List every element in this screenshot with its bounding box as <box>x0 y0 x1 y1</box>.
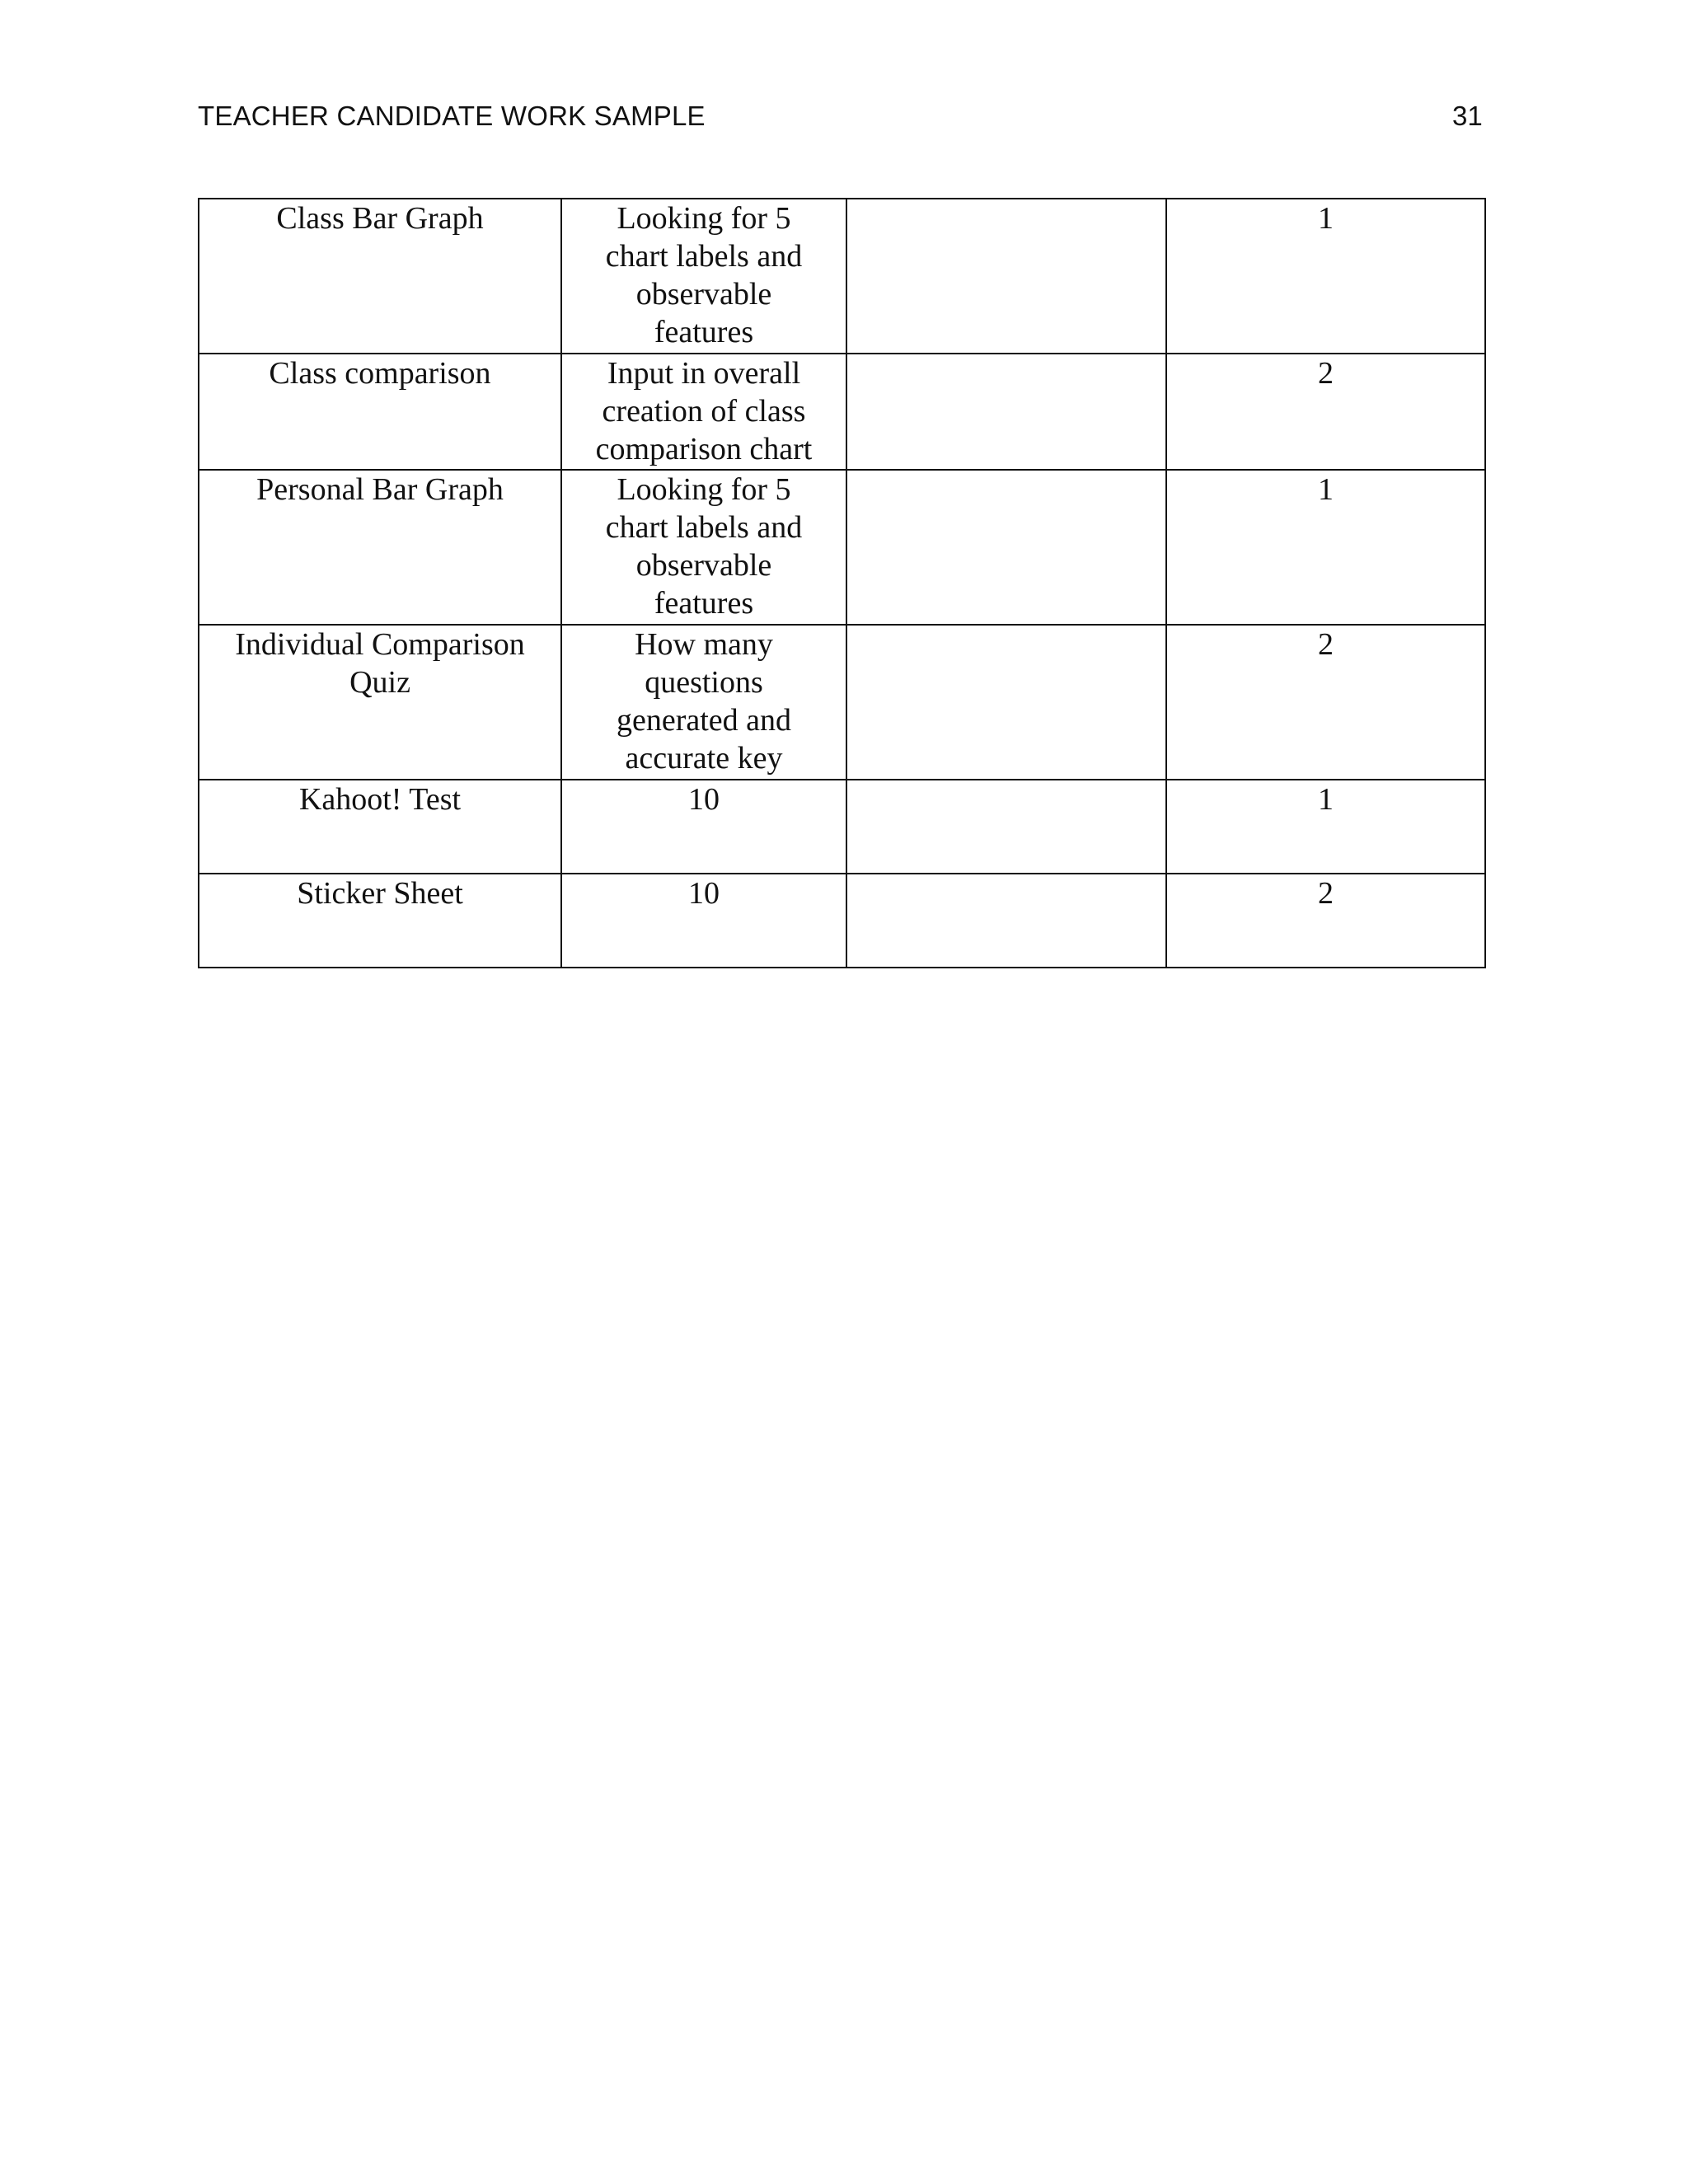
assessment-cell: Class Bar Graph <box>199 199 561 354</box>
score-cell <box>846 625 1166 780</box>
table-row <box>199 874 1485 968</box>
criteria-cell: 10 <box>561 874 846 968</box>
assessment-cell: Personal Bar Graph <box>199 470 561 625</box>
assessment-cell: Sticker Sheet <box>199 874 561 968</box>
score-cell <box>846 874 1166 968</box>
criteria-cell: Input in overall creation of class comparison chart <box>561 354 846 470</box>
score-cell <box>846 470 1166 625</box>
table-row <box>199 470 1485 625</box>
points-cell: 2 <box>1166 354 1485 470</box>
points-cell: 1 <box>1166 780 1485 874</box>
score-cell <box>846 780 1166 874</box>
table-row <box>199 354 1485 470</box>
running-head: TEACHER CANDIDATE WORK SAMPLE <box>198 101 706 131</box>
assessment-cell: Individual Comparison Quiz <box>199 625 561 780</box>
assessment-cell: Class comparison <box>199 354 561 470</box>
criteria-cell: How many questions generated and accurate key <box>561 625 846 780</box>
score-cell <box>846 354 1166 470</box>
page-number: 31 <box>1452 101 1483 131</box>
points-cell: 2 <box>1166 874 1485 968</box>
points-cell: 1 <box>1166 470 1485 625</box>
table-row <box>199 625 1485 780</box>
assessment-cell: Kahoot! Test <box>199 780 561 874</box>
criteria-cell: 10 <box>561 780 846 874</box>
criteria-cell: Looking for 5 chart labels and observable features <box>561 199 846 354</box>
table-row <box>199 780 1485 874</box>
assessment-table <box>198 198 1486 968</box>
points-cell: 1 <box>1166 199 1485 354</box>
points-cell: 2 <box>1166 625 1485 780</box>
table-row <box>199 199 1485 354</box>
criteria-cell: Looking for 5 chart labels and observable features <box>561 470 846 625</box>
score-cell <box>846 199 1166 354</box>
